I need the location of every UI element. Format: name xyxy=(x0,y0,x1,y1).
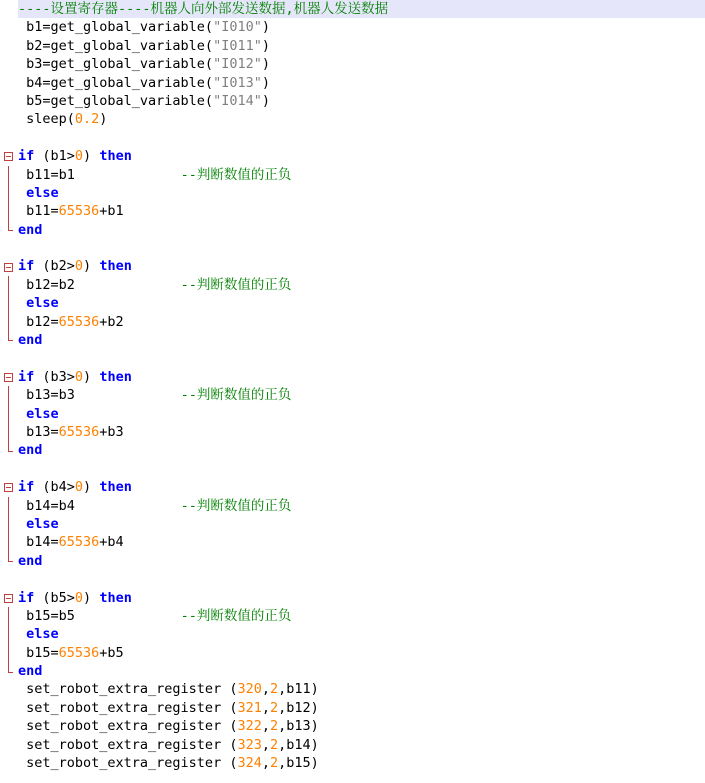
code-token-kw: if xyxy=(18,148,35,165)
code-token-num: 322 xyxy=(237,718,262,735)
code-line[interactable] xyxy=(18,257,705,275)
fold-guide-line xyxy=(8,184,9,202)
fold-guide-line xyxy=(8,644,9,662)
code-token-plain xyxy=(18,626,26,642)
code-token-kw: else xyxy=(26,626,59,643)
code-line[interactable] xyxy=(18,184,705,202)
code-line[interactable] xyxy=(18,92,705,110)
code-line[interactable] xyxy=(18,662,705,680)
code-token-kw: then xyxy=(99,148,132,165)
fold-end-marker-icon xyxy=(8,340,13,341)
code-line[interactable] xyxy=(18,349,705,367)
fold-guide-line xyxy=(8,515,9,533)
fold-collapse-icon[interactable] xyxy=(4,263,13,272)
code-line[interactable] xyxy=(18,589,705,607)
code-line[interactable] xyxy=(18,331,705,349)
code-token-kw: if xyxy=(18,589,35,606)
code-line[interactable] xyxy=(18,110,705,128)
fold-end-marker-icon xyxy=(8,230,13,231)
fold-guide-line xyxy=(8,202,9,220)
code-token-kw: else xyxy=(26,184,59,201)
fold-guide-line xyxy=(8,662,9,671)
fold-guide-line xyxy=(8,442,9,451)
code-token-num: 0 xyxy=(74,479,84,496)
fold-guide-line xyxy=(8,405,9,423)
code-line[interactable] xyxy=(18,625,705,643)
code-token-plain: b12=b2 xyxy=(18,276,181,293)
code-token-plain: set_robot_extra_register ( xyxy=(18,681,238,698)
code-line[interactable] xyxy=(18,717,705,735)
code-token-plain: ,b12) xyxy=(278,699,319,716)
code-token-cmt: ----设置寄存器----机器人向外部发送数据,机器人发送数据 xyxy=(18,1,389,17)
code-line[interactable] xyxy=(18,405,705,423)
code-token-kw: else xyxy=(26,515,59,532)
code-token-plain: ) xyxy=(83,368,100,385)
code-line[interactable] xyxy=(18,0,705,18)
code-line[interactable] xyxy=(18,368,705,386)
code-token-plain: +b4 xyxy=(99,534,124,551)
code-token-num: 65536 xyxy=(58,313,100,330)
fold-guide-line xyxy=(8,423,9,441)
code-line[interactable] xyxy=(18,55,705,73)
code-line[interactable] xyxy=(18,239,705,257)
code-token-plain: set_robot_extra_register ( xyxy=(18,699,238,716)
code-token-plain: ) xyxy=(83,589,100,606)
code-line[interactable] xyxy=(18,533,705,551)
code-line[interactable] xyxy=(18,166,705,184)
code-line[interactable] xyxy=(18,515,705,533)
code-line[interactable] xyxy=(18,37,705,55)
code-token-kw: end xyxy=(18,663,43,680)
fold-collapse-icon[interactable] xyxy=(4,373,13,382)
code-token-str: "I012" xyxy=(213,56,262,73)
code-token-plain: ) xyxy=(261,74,270,91)
code-token-cmt: --判断数值的正负 xyxy=(180,387,292,404)
code-token-num: 0 xyxy=(74,258,84,275)
code-token-kw: else xyxy=(26,295,59,312)
fold-collapse-icon[interactable] xyxy=(4,152,13,161)
code-token-plain: , xyxy=(261,718,270,735)
code-token-kw: if xyxy=(18,479,35,496)
code-line[interactable] xyxy=(18,699,705,717)
code-token-plain: ) xyxy=(261,92,270,109)
code-token-plain: (b1> xyxy=(34,148,75,165)
code-line[interactable] xyxy=(18,129,705,147)
code-token-plain: sleep( xyxy=(18,111,75,128)
code-token-str: "I010" xyxy=(213,19,262,36)
code-line[interactable] xyxy=(18,736,705,754)
code-token-plain: ,b15) xyxy=(278,755,319,772)
code-line[interactable] xyxy=(18,552,705,570)
code-token-str: "I014" xyxy=(213,92,262,109)
code-token-plain xyxy=(18,185,26,201)
code-line[interactable] xyxy=(18,202,705,220)
code-token-num: 2 xyxy=(269,718,279,735)
code-token-plain: +b3 xyxy=(99,423,124,440)
code-token-plain: b4=get_global_variable( xyxy=(18,74,214,91)
code-token-plain: ,b14) xyxy=(278,736,319,753)
code-line[interactable] xyxy=(18,74,705,92)
fold-end-marker-icon xyxy=(8,451,13,452)
code-token-plain: b13= xyxy=(18,423,59,440)
code-token-plain: b11= xyxy=(18,203,59,220)
code-token-plain: , xyxy=(261,681,270,698)
code-token-plain: ) xyxy=(99,111,108,128)
code-token-kw: then xyxy=(99,258,132,275)
code-token-num: 2 xyxy=(269,681,279,698)
fold-guide-line xyxy=(8,497,9,515)
code-token-cmt: --判断数值的正负 xyxy=(180,166,292,183)
code-line[interactable] xyxy=(18,147,705,165)
code-token-cmt: --判断数值的正负 xyxy=(180,607,292,624)
code-token-plain: b2=get_global_variable( xyxy=(18,37,214,54)
code-line[interactable] xyxy=(18,221,705,239)
fold-guide-line xyxy=(8,552,9,561)
fold-end-marker-icon xyxy=(8,672,13,673)
code-token-plain: +b2 xyxy=(99,313,124,330)
code-token-num: 65536 xyxy=(58,203,100,220)
code-line[interactable] xyxy=(18,423,705,441)
code-token-plain: b14=b4 xyxy=(18,497,181,514)
code-token-plain: b15= xyxy=(18,644,59,661)
code-line[interactable] xyxy=(18,497,705,515)
code-line[interactable] xyxy=(18,478,705,496)
code-line[interactable] xyxy=(18,680,705,698)
code-token-plain: , xyxy=(261,699,270,716)
code-token-num: 0.2 xyxy=(74,111,100,128)
code-token-plain: (b4> xyxy=(34,479,75,496)
fold-collapse-icon[interactable] xyxy=(4,594,13,603)
code-token-num: 65536 xyxy=(58,534,100,551)
code-token-plain: b1=get_global_variable( xyxy=(18,19,214,36)
code-token-plain: b13=b3 xyxy=(18,387,181,404)
code-line[interactable] xyxy=(18,18,705,36)
code-token-plain: b15=b5 xyxy=(18,607,181,624)
code-token-plain: ) xyxy=(83,258,100,275)
code-token-plain: ) xyxy=(261,56,270,73)
code-line[interactable] xyxy=(18,607,705,625)
code-token-plain: (b3> xyxy=(34,368,75,385)
code-token-cmt: --判断数值的正负 xyxy=(180,276,292,293)
code-token-cmt: --判断数值的正负 xyxy=(180,497,292,514)
fold-guide-line xyxy=(8,221,9,230)
code-token-plain xyxy=(18,516,26,532)
code-token-num: 320 xyxy=(237,681,262,698)
code-token-plain xyxy=(18,406,26,422)
code-token-plain: b11=b1 xyxy=(18,166,181,183)
fold-guide-line xyxy=(8,313,9,331)
code-line[interactable] xyxy=(18,276,705,294)
editor-gutter-fold-column[interactable] xyxy=(0,0,18,783)
code-token-plain: b3=get_global_variable( xyxy=(18,56,214,73)
code-token-plain: set_robot_extra_register ( xyxy=(18,755,238,772)
code-token-num: 65536 xyxy=(58,423,100,440)
code-token-num: 323 xyxy=(237,736,262,753)
code-token-plain: ,b11) xyxy=(278,681,319,698)
fold-guide-line xyxy=(8,607,9,625)
code-line[interactable] xyxy=(18,460,705,478)
code-token-plain xyxy=(18,295,26,311)
fold-guide-line xyxy=(8,534,9,552)
code-line[interactable] xyxy=(18,644,705,662)
code-token-num: 321 xyxy=(237,699,262,716)
code-line[interactable] xyxy=(18,294,705,312)
code-token-kw: if xyxy=(18,368,35,385)
code-token-plain: +b1 xyxy=(99,203,124,220)
code-token-kw: then xyxy=(99,368,132,385)
code-text-area[interactable] xyxy=(18,0,705,772)
code-token-kw: end xyxy=(18,552,43,569)
fold-collapse-icon[interactable] xyxy=(4,483,13,492)
code-line[interactable] xyxy=(18,313,705,331)
code-token-plain: +b5 xyxy=(99,644,124,661)
code-token-num: 2 xyxy=(269,699,279,716)
code-token-kw: end xyxy=(18,332,43,349)
fold-guide-line xyxy=(8,166,9,184)
code-line[interactable] xyxy=(18,386,705,404)
code-token-kw: else xyxy=(26,405,59,422)
code-token-str: "I011" xyxy=(213,37,262,54)
fold-end-marker-icon xyxy=(8,561,13,562)
code-token-str: "I013" xyxy=(213,74,262,91)
code-token-plain: b12= xyxy=(18,313,59,330)
code-token-plain: , xyxy=(261,736,270,753)
code-token-num: 0 xyxy=(74,368,84,385)
code-token-kw: if xyxy=(18,258,35,275)
code-token-num: 324 xyxy=(237,755,262,772)
code-token-num: 0 xyxy=(74,589,84,606)
fold-guide-line xyxy=(8,276,9,294)
code-token-num: 2 xyxy=(269,736,279,753)
code-token-plain: ) xyxy=(261,19,270,36)
fold-guide-line xyxy=(8,331,9,340)
code-token-num: 2 xyxy=(269,755,279,772)
code-token-kw: then xyxy=(99,589,132,606)
code-line[interactable] xyxy=(18,570,705,588)
code-token-plain: (b2> xyxy=(34,258,75,275)
fold-guide-line xyxy=(8,626,9,644)
code-token-kw: then xyxy=(99,479,132,496)
code-token-plain: set_robot_extra_register ( xyxy=(18,736,238,753)
code-token-plain: ) xyxy=(83,148,100,165)
code-token-plain: ) xyxy=(83,479,100,496)
code-line[interactable] xyxy=(18,754,705,772)
fold-guide-line xyxy=(8,386,9,404)
code-token-plain: (b5> xyxy=(34,589,75,606)
code-token-plain: b14= xyxy=(18,534,59,551)
fold-guide-line xyxy=(8,294,9,312)
code-token-num: 65536 xyxy=(58,644,100,661)
code-token-num: 0 xyxy=(74,148,84,165)
code-token-plain: , xyxy=(261,755,270,772)
code-token-plain: ,b13) xyxy=(278,718,319,735)
code-line[interactable] xyxy=(18,441,705,459)
code-token-plain: b5=get_global_variable( xyxy=(18,92,214,109)
code-token-plain: ) xyxy=(261,37,270,54)
code-token-plain: set_robot_extra_register ( xyxy=(18,718,238,735)
code-token-kw: end xyxy=(18,442,43,459)
code-token-kw: end xyxy=(18,221,43,238)
